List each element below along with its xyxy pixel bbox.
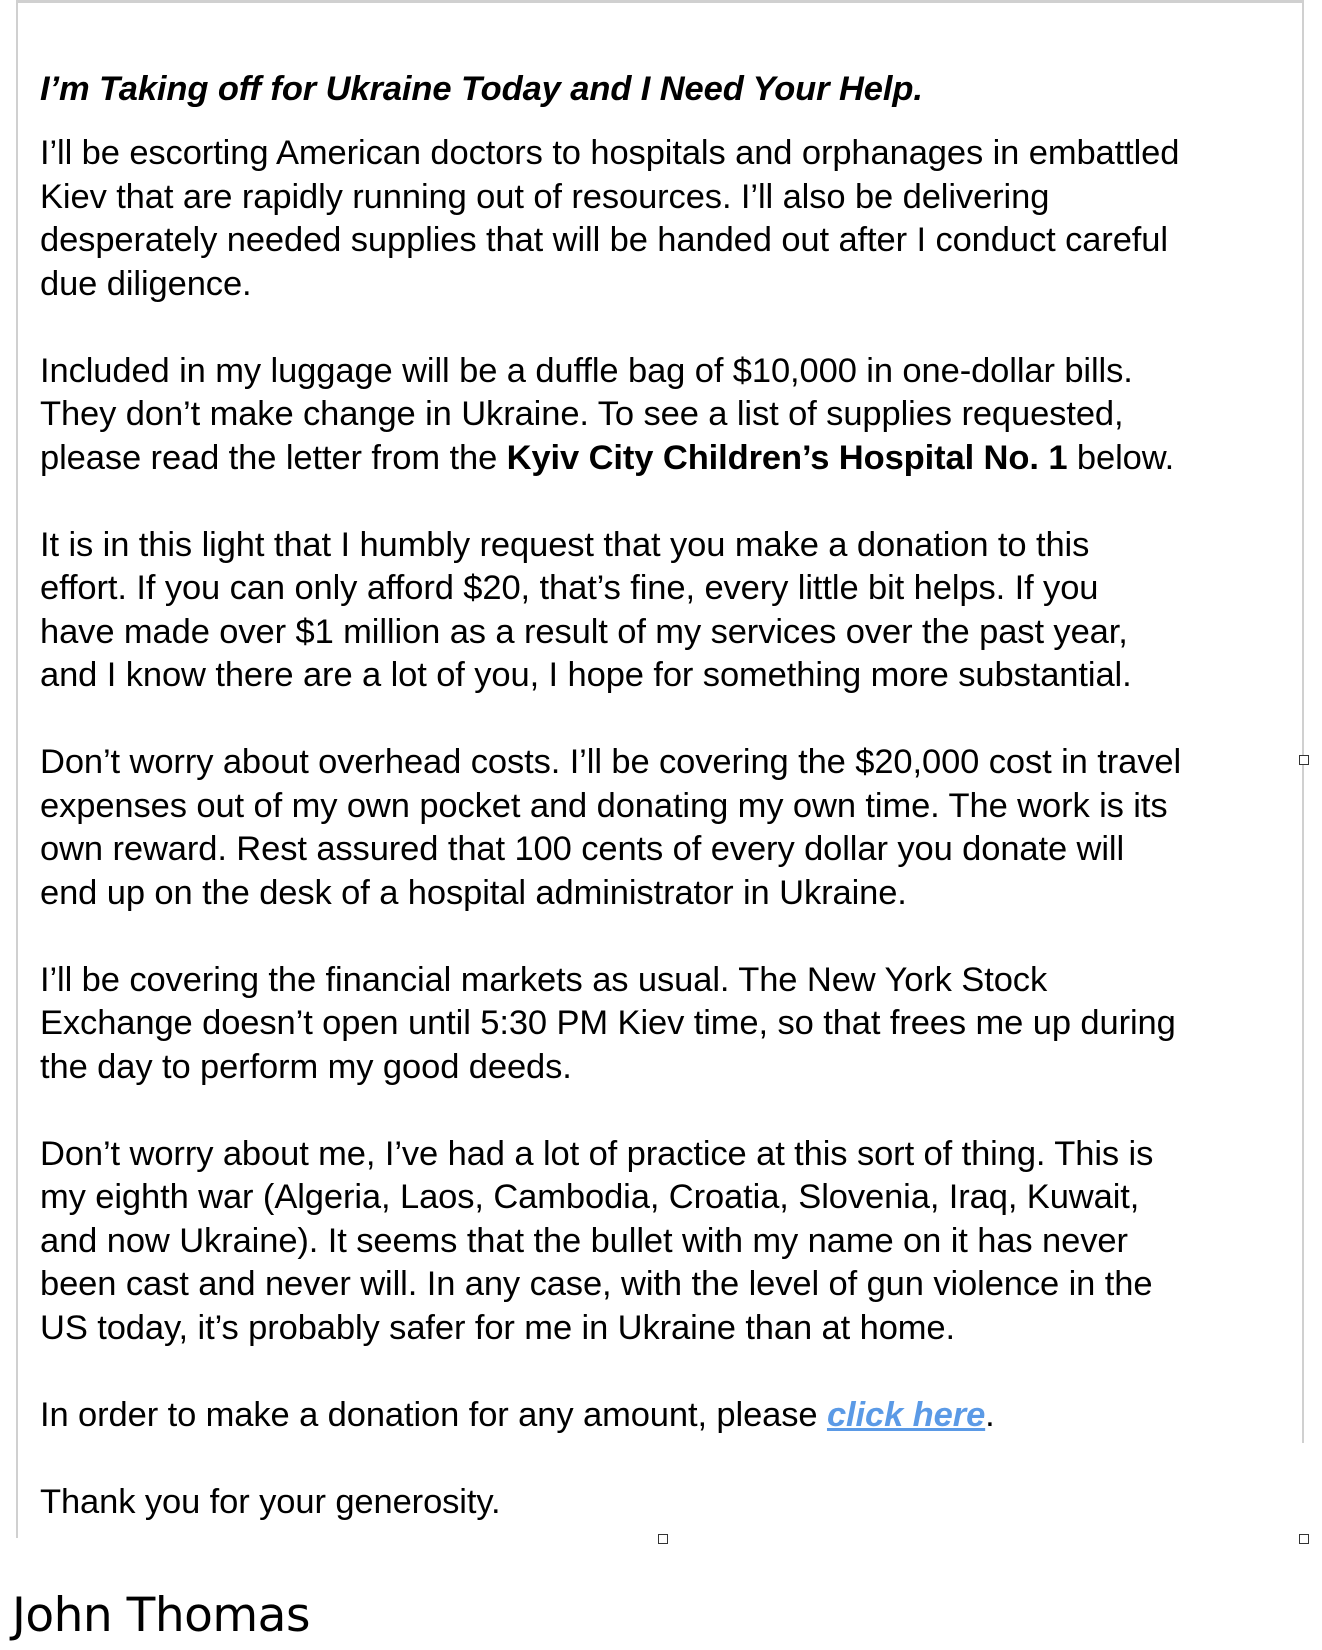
paragraph-luggage [40,350,1290,481]
paragraph-overhead-costs: Don’t worry about overhead costs. I’ll be covering the $20,000 cost in travel expenses out of my own pocket and donating my own time. The work is its own reward. Rest assured that 100 cents of every dollar you donate will end up on the desk of a hospital administrator in Ukraine. [40,743,1182,912]
paragraph-luggage-end: below. [1067,438,1175,477]
donation-link-suffix: . [985,1395,995,1434]
paragraph-donation-link [40,1394,1290,1438]
donation-link-prefix: In order to make a donation for any amount, please [40,1395,827,1434]
paragraph-experience: Don’t worry about me, I’ve had a lot of practice at this sort of thing. This is my eighth war (Algeria, Laos, Cambodia, Croatia, Slovenia, Iraq, Kuwait, and now Ukraine). It seems that the bullet with my name on it has never been cast and never will. In any case, with the level of gun violence in the US today, it’s probably safer for me in Ukraine than at home. [40,1134,1154,1347]
paragraph-luggage-text: Included in my luggage will be a duffle bag of $10,000 in one-dollar bills. They don’t make change in Ukraine. To see a list of supplies requested, please read the letter from the [40,351,1133,477]
paragraph-financial-markets: I’ll be covering the financial markets as usual. The New York Stock Exchange doesn’t open until 5:30 PM Kiev time, so that frees me up during the day to perform my good deeds. [40,960,1176,1086]
hospital-name: Kyiv City Children’s Hospital No. 1 [506,438,1068,477]
signature-name: John Thomas [12,1588,310,1643]
paragraph-donation-request: It is in this light that I humbly request that you make a donation to this effort. If you can only afford $20, that’s fine, every little bit helps. If you have made over $1 million as a result of my services over the past year, and I know there are a lot of you, I hope for something more substantial. [40,525,1132,694]
letter-title: I’m Taking off for Ukraine Today and I Need Your Help. [40,70,923,108]
click-here-link[interactable]: click here [826,1395,986,1434]
resize-handle-bottom-middle[interactable] [658,1534,668,1544]
paragraph-escorting-doctors: I’ll be escorting American doctors to hospitals and orphanages in embattled Kiev that are rapidly running out of resources. I’ll also be delivering desperately needed supplies that will be handed out after I conduct careful due diligence. [40,134,1180,303]
letter-body [40,66,1290,1568]
resize-handle-bottom-right[interactable] [1299,1534,1309,1544]
paragraph-thank-you: Thank you for your generosity. [40,1482,501,1521]
resize-handle-right-middle[interactable] [1299,755,1309,765]
